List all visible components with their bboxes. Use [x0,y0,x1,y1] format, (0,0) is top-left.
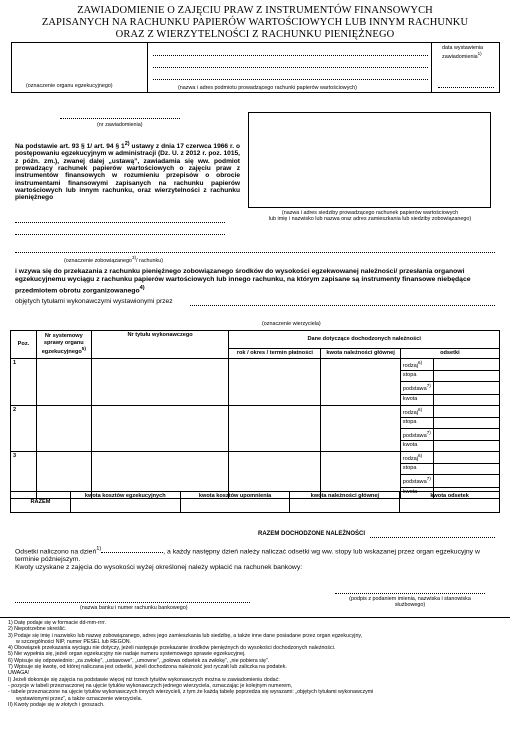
row-poz: 2 [11,405,37,452]
col-header-system: Nr systemowy sprawy organu egzekucyjnego$^{5)}$ [36,331,91,359]
table-row [11,359,500,371]
col-header-interest: odsetki [400,349,499,359]
row-system-cell[interactable] [36,405,91,452]
totals-reminder[interactable]: kwota kosztów upomnienia [180,492,290,513]
sub-value[interactable] [433,452,499,464]
account-line-2[interactable] [15,234,225,235]
sub-value[interactable] [433,417,499,428]
demand-text: i wzywa się do przekazania z rachunku pieniężnego zobowiązanego środków do wysokości egzekwowanej należności/ przesłania organowi egzekucyjnemu wyciągu z rachunku papierów wartościowych lub innego rachunku, na którym zapisane są instrumenty finansowe niebędące przedmiotem obrotu zorganizowanego$^{4)}$ [15,268,471,295]
footnote-divider [0,617,510,618]
totals-costs[interactable]: kwota kosztów egzekucyjnych [70,492,180,513]
totals-interest[interactable]: kwota odsetek [400,492,500,513]
claimed-total-label: RAZEM DOCHODZONE NALEŻNOŚCI [258,531,365,537]
creditor-line[interactable] [190,305,495,306]
debtor-line[interactable] [15,252,495,253]
sub-value[interactable] [433,441,499,452]
footnote-5: 5) Nie wypełnia się, jeżeli organ egzekucyjny nie nadaje numeru systemowego sprawie egzekucyjnej. [8,651,246,658]
warning-line-1: I) Jeżeli dokonuje się zajęcia na podstawie więcej niż trzech tytułów wykonawczych można w zawiadomieniu dodać: [8,676,280,683]
entity-line-2 [153,67,428,68]
sub-label: kwota [400,394,433,405]
footnotes [8,620,506,708]
sub-value[interactable] [433,371,499,382]
sub-label: rodzaj$^{6)}$ [400,359,433,371]
sub-value[interactable] [433,428,499,440]
claims-table [10,330,500,499]
claimed-total-line[interactable] [370,537,495,538]
warning-line-2: - pozycje w tabeli przeznaczonej na ujęcie tytułów wykonawczych jednego wierzyciela, oznaczając je kolejnym numerem, [8,682,293,689]
sub-label: podstawa$^{7)}$ [400,475,433,487]
warning-line-5: II) Kwoty podaje się w złotych i groszach. [8,701,105,708]
sub-label: kwota [400,487,433,498]
col-header-period: rok / okres / termin płatności [229,349,321,359]
document-title-line-1: ZAWIADOMIENIE O ZAJĘCIU PRAW Z INSTRUMENTÓW FINANSOWYCH [77,5,433,16]
row-poz: 1 [11,359,37,406]
row-period-cell[interactable] [229,359,321,406]
col-header-title-no: Nr tytułu wykonawczego [91,331,229,359]
warning-line-4: wystawionymi przez”, a także oznaczenie wierzyciela. [16,695,142,702]
sub-value[interactable] [433,475,499,487]
footnote-6: 6) Wpisuje się odpowiednio: „za zwłokę”, „ustawowe”, „umowne”, „połowa odsetek za zwłokę”, „nie pobiera się”. [8,657,270,664]
totals-table [10,491,500,513]
footnote-3-cont: w szczególności NIP, numer PESEL lub REGON. [16,638,132,645]
entity-line-1 [153,55,428,56]
table-row [11,405,500,417]
footnote-7: 7) Wpisuje się kwotę, od której naliczana jest odsetki, jeżeli dochodzona należność jest ryczałt lub zaliczka na podatek. [8,664,287,671]
footnote-3: 3) Podaje się imię i nazwisko lub nazwę zobowiązanego, adres jego zamieszkania lub siedzibę, a także inne dane posiadane przez organ egzekucyjny, [8,632,363,639]
sub-value[interactable] [433,405,499,417]
totals-label: RAZEM [11,492,71,513]
sub-label: stopa [400,464,433,475]
interest-date-field[interactable] [101,547,163,553]
sub-label: podstawa$^{7)}$ [400,382,433,394]
totals-principal[interactable]: kwota należności głównej [290,492,400,513]
sub-value[interactable] [433,382,499,394]
row-system-cell[interactable] [36,359,91,406]
col-header-dues: Dane dotyczące dochodzonych należności [229,331,500,349]
col-header-principal: kwota należności głównej [321,349,400,359]
sub-value[interactable] [433,359,499,371]
organ-box[interactable] [11,42,148,93]
entity-line-3 [153,79,428,80]
seat-label-line-1: (nazwa i adres siedziby prowadzącego rachunek papierów wartościowych [281,210,459,216]
sub-value[interactable] [433,394,499,405]
signature-line[interactable] [335,593,485,594]
sub-label: stopa [400,371,433,382]
warning-head: UWAGA! [8,670,30,677]
warning-line-3: - tabele przeznaczone na ujęcie tytułów wykonawczych innych wierzycieli, z tym że każdą tabelę poprzedza się wyrazami: „objętych tytułami wykonawczymi [8,689,374,696]
sub-label: kwota [400,441,433,452]
signature-label: (podpis z podaniem imienia, nazwiska i stanowiska służbowego) [349,596,471,609]
row-principal-cell[interactable] [321,405,400,452]
notice-number-label: (nr zawiadomienia) [97,122,143,128]
titles-label: objętych tytułami wykonawczymi wystawionymi przez [15,298,173,305]
row-title-cell[interactable] [91,359,229,406]
sub-value[interactable] [433,464,499,475]
date-label: data wystawienia zawiadomienia$^{1)}$ [442,45,484,60]
entity-label: (nazwa i adres podmiotu prowadzącego rachunki papierów wartościowych) [178,85,357,91]
document-title-line-3: ORAZ Z WIERZYTELNOŚCI Z RACHUNKU PIENIĘŻNEGO [115,29,395,40]
sub-label: rodzaj$^{6)}$ [400,405,433,417]
interest-note: Odsetki naliczono na dzień$^{1)}$ , a każdy następny dzień należy naliczać odsetki wg ww. stopy lub wskazanej przez organ egzekucyjny w terminie późniejszym. [15,546,480,564]
legal-basis: Na podstawie art. 93 § 1/ art. 94 § 1$^{2)}$ ustawy z dnia 17 czerwca 1966 r. o postępowaniu egzekucyjnym w administracji (Dz. U. z 2012 r. poz. 1015, z późn. zm.), zwanej dalej „ustawą”, zawiadamia się ww. podmiot prowadzący rachunek papierów wartościowych o zajęciu praw z instrumentów finansowych w rozumieniu przepisów o obrocie instrumentami finansowymi zapisanych na rachunku papierów wartościowych lub innym rachunku, oraz wierzytelności z rachunku pieniężnego [15,141,240,202]
seat-label-line-2: lub imię i nazwisko lub nazwa oraz adres zamieszkania lub siedziby zobowiązanego) [268,216,472,222]
sub-label: rodzaj$^{6)}$ [400,452,433,464]
col-header-poz: Poz. [11,331,37,359]
account-line-1[interactable] [15,222,225,223]
sub-label: podstawa$^{7)}$ [400,428,433,440]
seat-box[interactable] [248,112,491,208]
organ-label: (oznaczenie organu egzekucyjnego) [26,83,113,89]
document-title-line-2: ZAPISANYCH NA RACHUNKU PAPIERÓW WARTOŚCIOWYCH LUB INNYM RACHUNKU [41,17,469,28]
date-line [438,87,494,88]
transfer-note: Kwoty uzyskane z zajęcia do wysokości wyżej określonej należy wpłacić na rachunek bankowy: [15,564,303,571]
row-poz: 3 [11,452,37,499]
row-period-cell[interactable] [229,405,321,452]
row-principal-cell[interactable] [321,359,400,406]
entity-box[interactable] [147,42,432,93]
footnote-1: 1) Datę podaje się w formacie dd-mm-rrrr. [8,620,107,626]
footnote-2: 2) Niepotrzebne skreślić. [8,626,67,633]
bank-label: (nazwa banku i numer rachunku bankowego) [80,605,188,611]
table-row [11,452,500,464]
row-title-cell[interactable] [91,405,229,452]
creditor-label: (oznaczenie wierzyciela) [262,321,321,327]
notice-number-line[interactable] [60,118,180,119]
sub-label: stopa [400,417,433,428]
debtor-label: (oznaczenie zobowiązanego$^{3)}$/ rachunku) [64,255,164,264]
bank-line[interactable] [15,602,250,603]
date-box[interactable] [431,42,500,93]
footnote-4: 4) Obowiązek przekazania wyciągu nie dotyczy, jeżeli następuje przekazanie środków pieniężnych do wysokości dochodzonych należności. [8,645,336,652]
